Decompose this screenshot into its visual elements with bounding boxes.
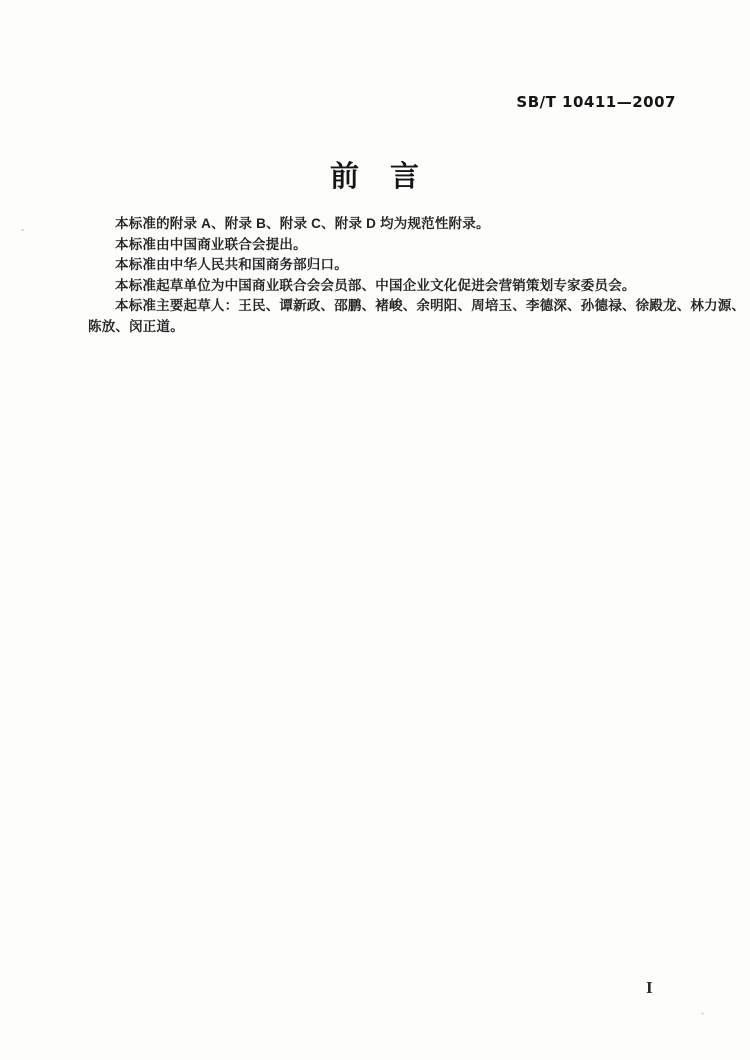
foreword-line: 本标准由中华人民共和国商务部归口。 [115, 257, 348, 273]
scan-speck [701, 1012, 704, 1015]
foreword-line: 本标准的附录 A、附录 B、附录 C、附录 D 均为规范性附录。 [115, 216, 490, 231]
scan-speck [21, 229, 24, 231]
foreword-line: 本标准由中国商业联合会提出。 [115, 236, 307, 252]
page-title: 前 言 [329, 161, 420, 193]
foreword-body [88, 214, 746, 338]
page-number: I [646, 978, 653, 997]
standard-code: SB/T 10411—2007 [516, 93, 676, 111]
foreword-line: 本标准起草单位为中国商业联合会会员部、中国企业文化促进会营销策划专家委员会。 [115, 277, 636, 293]
foreword-line: 本标准主要起草人：王民、谭新政、邵鹏、褚峻、余明阳、周培玉、李德深、孙德禄、徐殿龙、林力源、 [115, 298, 746, 314]
foreword-line: 陈放、闵正道。 [88, 318, 184, 334]
